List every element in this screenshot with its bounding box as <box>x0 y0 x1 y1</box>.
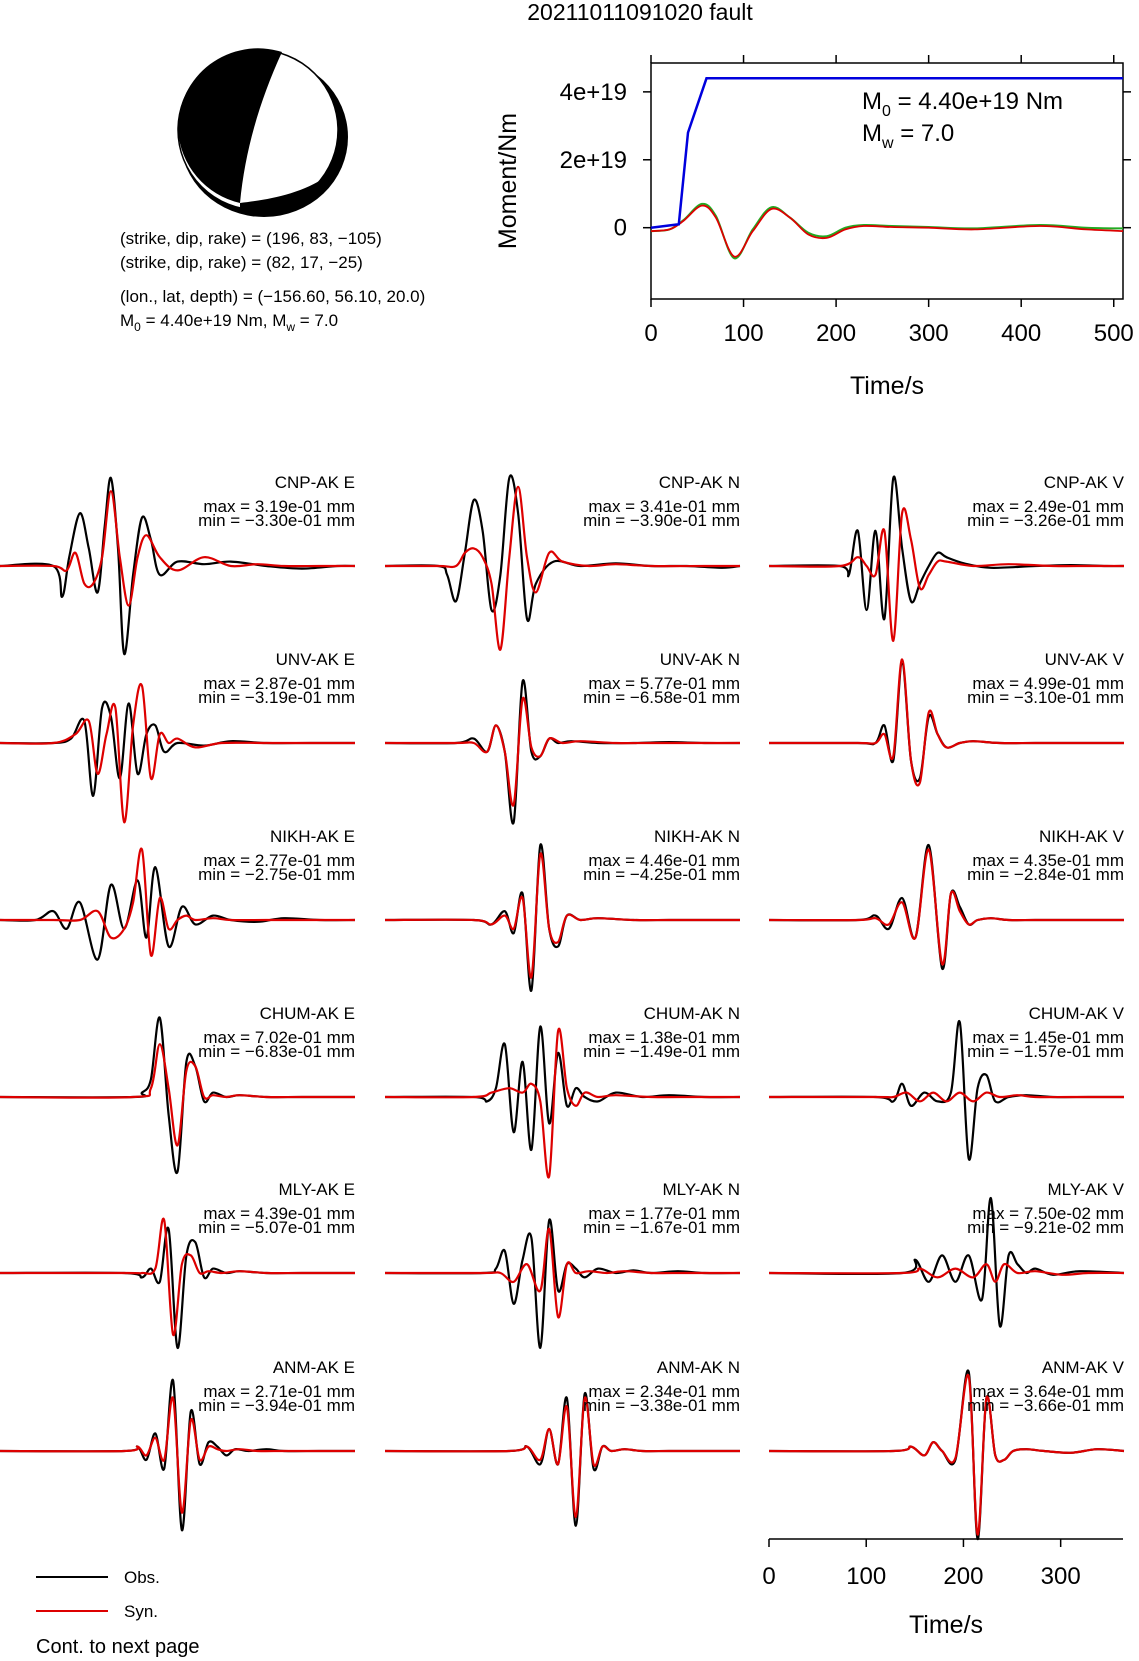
moment-ytick-label: 0 <box>613 214 627 242</box>
waveform-xtick-label: 100 <box>846 1563 887 1590</box>
station-label: UNV-AK E <box>275 650 355 669</box>
moment-magnitude-text: $M_0 = 4.40e+19$ Nm, $M_w = 7.0$ <box>120 311 339 334</box>
station-label: MLY-AK V <box>1047 1180 1124 1199</box>
synthetic-waveform <box>385 1229 740 1318</box>
legend <box>36 1568 160 1621</box>
station-max: max = 4.35e-01 mm <box>972 851 1124 870</box>
station-panel <box>769 827 1125 969</box>
moment-annotation-mw: $M_w = 7.0$ <box>862 120 955 152</box>
station-max: max = 2.34e-01 mm <box>588 1382 740 1401</box>
station-max: max = 1.38e-01 mm <box>588 1028 740 1047</box>
nodal-plane-1: (strike, dip, rake) = (196, 83, −105) <box>120 229 382 248</box>
hypocenter-text: (lon., lat, depth) = (−156.60, 56.10, 20.0) <box>120 287 426 306</box>
moment-plot <box>494 55 1134 400</box>
station-max: max = 1.77e-01 mm <box>588 1204 740 1223</box>
station-min: min = −6.83e-01 mm <box>198 1042 355 1061</box>
station-max: max = 2.87e-01 mm <box>203 674 355 693</box>
station-max: max = 2.49e-01 mm <box>972 497 1124 516</box>
moment-annotation-m0: $M_0 = 4.40e+19$ Nm <box>862 88 1064 120</box>
moment-xtick-label: 500 <box>1093 320 1134 347</box>
station-min: min = −3.94e-01 mm <box>198 1396 355 1415</box>
station-label: CHUM-AK V <box>1028 1004 1124 1023</box>
station-max: max = 7.50e-02 mm <box>972 1204 1124 1223</box>
station-panel <box>769 1358 1125 1539</box>
waveform-xlabel: Time/s <box>908 1611 984 1639</box>
station-panel <box>769 473 1125 641</box>
observed-waveform <box>385 1219 740 1348</box>
station-max: max = 3.19e-01 mm <box>203 497 355 516</box>
station-min: min = −3.66e-01 mm <box>967 1396 1124 1415</box>
station-min: min = −2.75e-01 mm <box>198 865 355 884</box>
station-min: min = −9.21e-02 mm <box>967 1218 1124 1237</box>
station-panel <box>0 1358 355 1530</box>
station-max: max = 4.46e-01 mm <box>588 851 740 870</box>
station-max: max = 7.02e-01 mm <box>203 1028 355 1047</box>
station-panel <box>385 473 740 650</box>
moment-xtick-label: 400 <box>1001 320 1042 347</box>
station-label: CNP-AK E <box>274 473 355 492</box>
station-panel <box>0 1004 355 1173</box>
moment-rate-red-line <box>651 206 1123 257</box>
station-label: NIKH-AK E <box>269 827 355 846</box>
station-panel <box>769 1180 1125 1327</box>
station-panel <box>385 1004 740 1177</box>
station-label: UNV-AK N <box>659 650 740 669</box>
station-max: max = 3.64e-01 mm <box>972 1382 1124 1401</box>
station-min: min = −1.67e-01 mm <box>583 1218 740 1237</box>
moment-xtick-label: 300 <box>908 320 949 347</box>
station-min: min = −5.07e-01 mm <box>198 1218 355 1237</box>
moment-xtick-label: 200 <box>816 320 857 347</box>
synthetic-waveform <box>385 698 740 806</box>
station-label: CHUM-AK E <box>259 1004 355 1023</box>
station-min: min = −1.49e-01 mm <box>583 1042 740 1061</box>
station-label: NIKH-AK V <box>1038 827 1124 846</box>
moment-ylabel: Moment/Nm <box>494 112 522 250</box>
station-panel <box>0 650 355 822</box>
moment-xtick-label: 100 <box>723 320 764 347</box>
station-min: min = −3.38e-01 mm <box>583 1396 740 1415</box>
station-label: ANM-AK V <box>1041 1358 1124 1377</box>
station-panel <box>0 1180 355 1348</box>
moment-xtick-label: 0 <box>644 320 658 347</box>
station-panel <box>385 650 740 824</box>
station-label: ANM-AK E <box>272 1358 355 1377</box>
station-label: CNP-AK V <box>1043 473 1124 492</box>
moment-ytick-label: 4e+19 <box>559 78 627 106</box>
figure-title: 20211011091020 fault <box>527 0 753 25</box>
station-panel <box>385 1358 740 1526</box>
station-min: min = −4.25e-01 mm <box>583 865 740 884</box>
observed-waveform <box>0 1228 355 1348</box>
waveform-axis-ticks <box>762 1539 1080 1590</box>
station-label: CHUM-AK N <box>643 1004 740 1023</box>
station-panel <box>385 827 740 991</box>
station-max: max = 4.39e-01 mm <box>203 1204 355 1223</box>
station-label: MLY-AK N <box>662 1180 740 1199</box>
station-panel <box>385 1180 740 1348</box>
observed-waveform <box>0 702 355 796</box>
station-min: min = −6.58e-01 mm <box>583 688 740 707</box>
station-panel <box>0 473 355 654</box>
station-panel <box>769 650 1125 785</box>
moment-xlabel: Time/s <box>849 372 925 400</box>
station-max: max = 2.71e-01 mm <box>203 1382 355 1401</box>
waveform-xtick-label: 0 <box>762 1563 776 1590</box>
station-min: min = −3.26e-01 mm <box>967 511 1124 530</box>
station-min: min = −3.10e-01 mm <box>967 688 1124 707</box>
station-max: max = 1.45e-01 mm <box>972 1028 1124 1047</box>
station-max: max = 5.77e-01 mm <box>588 674 740 693</box>
waveform-xtick-label: 300 <box>1040 1563 1081 1590</box>
station-max: max = 4.99e-01 mm <box>972 674 1124 693</box>
moment-ytick-label: 2e+19 <box>559 146 627 174</box>
station-min: min = −3.19e-01 mm <box>198 688 355 707</box>
station-label: MLY-AK E <box>278 1180 355 1199</box>
continuation-note: Cont. to next page <box>36 1636 200 1658</box>
station-label: UNV-AK V <box>1044 650 1124 669</box>
station-panel <box>0 827 355 960</box>
waveform-time-axis <box>762 1539 1123 1639</box>
legend-syn-label: Syn. <box>124 1602 159 1621</box>
station-label: NIKH-AK N <box>654 827 740 846</box>
beachball <box>178 48 348 217</box>
legend-obs-label: Obs. <box>124 1568 160 1587</box>
station-max: max = 3.41e-01 mm <box>588 497 740 516</box>
station-min: min = −3.90e-01 mm <box>583 511 740 530</box>
station-min: min = −1.57e-01 mm <box>967 1042 1124 1061</box>
waveform-xtick-label: 200 <box>943 1563 984 1590</box>
station-min: min = −2.84e-01 mm <box>967 865 1124 884</box>
station-label: ANM-AK N <box>656 1358 740 1377</box>
station-max: max = 2.77e-01 mm <box>203 851 355 870</box>
station-min: min = −3.30e-01 mm <box>198 511 355 530</box>
waveform-grid <box>0 473 1125 1539</box>
nodal-plane-2: (strike, dip, rake) = (82, 17, −25) <box>120 253 363 272</box>
station-panel <box>769 1004 1125 1160</box>
station-label: CNP-AK N <box>658 473 740 492</box>
